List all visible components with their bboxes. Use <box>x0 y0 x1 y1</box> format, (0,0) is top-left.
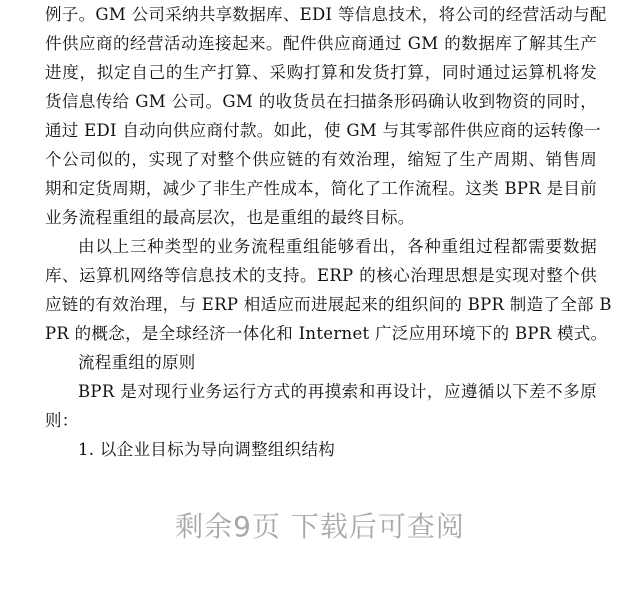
paragraph-line: 库、运算机网络等信息技术的支持。ERP 的核心治理思想是实现对整个供 <box>45 266 597 285</box>
section-heading: 流程重组的原则 <box>78 353 196 372</box>
paragraph-line: 例子。GM 公司采纳共享数据库、EDI 等信息技术，将公司的经营活动与配 <box>45 5 607 24</box>
list-item: 1. 以企业目标为导向调整组织结构 <box>78 440 336 459</box>
paragraph-line: 期和定货周期，减少了非生产性成本，简化了工作流程。这类 BPR 是目前 <box>45 179 597 198</box>
paragraph-line: 件供应商的经营活动连接起来。配件供应商通过 GM 的数据库了解其生产 <box>45 34 597 53</box>
paragraph-line: PR 的概念，是全球经济一体化和 Internet 广泛应用环境下的 BPR 模式。 <box>45 324 608 343</box>
paragraph-line: 则： <box>45 411 79 430</box>
paragraph-line: 由以上三种类型的业务流程重组能够看出，各种重组过程都需要数据 <box>78 237 597 256</box>
download-prompt-banner[interactable]: 剩余9页 下载后可查阅 <box>175 510 465 543</box>
paragraph-line: BPR 是对现行业务运行方式的再摸索和再设计，应遵循以下差不多原 <box>78 382 597 401</box>
document-body <box>45 0 612 464</box>
paragraph-line: 货信息传给 GM 公司。GM 的收货员在扫描条形码确认收到物资的同时， <box>45 92 597 111</box>
paragraph-line: 业务流程重组的最高层次，也是重组的最终目标。 <box>45 208 415 227</box>
paragraph-line: 应链的有效治理，与 ERP 相适应而进展起来的组织间的 BPR 制造了全部 B <box>45 295 612 314</box>
paragraph-line: 个公司似的，实现了对整个供应链的有效治理，缩短了生产周期、销售周 <box>45 150 597 169</box>
paragraph-line: 进度，拟定自己的生产打算、采购打算和发货打算，同时通过运算机将发 <box>45 63 597 82</box>
paragraph-line: 通过 EDI 自动向供应商付款。如此，使 GM 与其零部件供应商的运转像一 <box>45 121 601 140</box>
